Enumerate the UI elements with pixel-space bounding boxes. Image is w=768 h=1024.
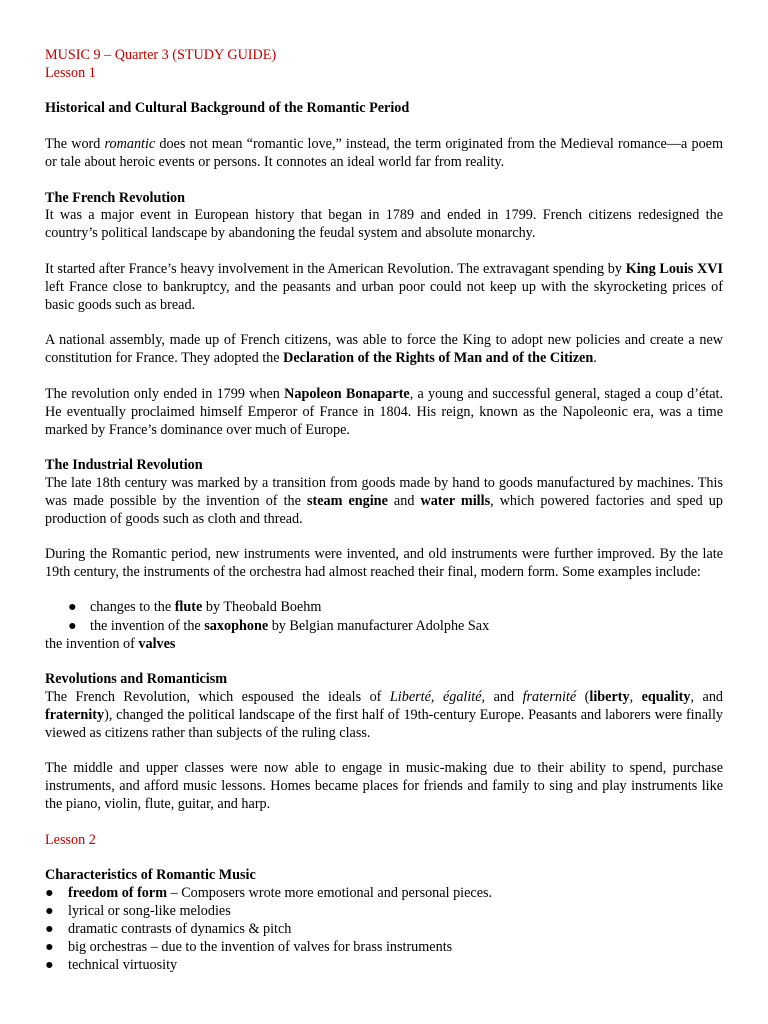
list-item-text: freedom of form – Composers wrote more emotional and personal pieces.: [68, 885, 493, 901]
list-item-text: technical virtuosity: [68, 957, 178, 973]
bullet-icon: ●: [45, 939, 54, 955]
revolutions-heading: Revolutions and Romanticism: [45, 671, 228, 687]
intro-paragraph: The word romantic does not mean “romantic love,” instead, the term originated from the Medieval romance—a poem or tale about heroic events or persons. It connotes an ideal world far from reality.: [45, 136, 723, 170]
industrial-paragraph-1: The late 18th century was marked by a transition from goods made by hand to goods manufactured by machines. This was made possible by the invention of the steam engine and water mills, which powered factories and sped up production of goods such as cloth and thread.: [45, 475, 723, 527]
lesson-2-label: Lesson 2: [45, 832, 96, 848]
bullet-icon: ●: [45, 903, 54, 919]
characteristics-heading: Characteristics of Romantic Music: [45, 867, 256, 883]
document-title: MUSIC 9 – Quarter 3 (STUDY GUIDE): [45, 47, 277, 63]
bullet-icon: ●: [45, 885, 54, 901]
lesson-1-label: Lesson 1: [45, 65, 96, 81]
industrial-paragraph-2: During the Romantic period, new instruments were invented, and old instruments were further improved. By the late 19th century, the instruments of the orchestra had almost reached their final, modern form. Some examples include:: [45, 546, 723, 580]
main-heading: [45, 100, 723, 118]
main-heading-text: Historical and Cultural Background of the Romantic Period: [45, 100, 410, 116]
revolutions-paragraph-1: The French Revolution, which espoused the ideals of Liberté, égalité, and fraternité (liberty, equality, and fraternity), changed the political landscape of the first half of 19th-century Europe. Peasants and laborers were finally viewed as citizens rather than subjects of the ruling class.: [45, 689, 724, 741]
french-paragraph-2: It started after France’s heavy involvement in the American Revolution. The extravagant spending by King Louis XVI left France close to bankruptcy, and the peasants and urban poor could not keep up with the skyrocketing prices of basic goods such as bread.: [45, 261, 723, 313]
french-paragraph-4: The revolution only ended in 1799 when Napoleon Bonaparte, a young and successful general, staged a coup d’état. He eventually proclaimed himself Emperor of France in 1804. His reign, known as the Napoleonic era, was a time marked by France’s dominance over much of Europe.: [45, 386, 723, 438]
valves-line: the invention of valves: [45, 636, 176, 652]
bullet-icon: ●: [45, 957, 54, 973]
french-paragraph-1: It was a major event in European history that began in 1789 and ended in 1799. French citizens redesigned the country’s political landscape by abandoning the feudal system and absolute monarchy.: [45, 207, 723, 241]
list-item-text: changes to the flute by Theobald Boehm: [90, 599, 322, 615]
industrial-revolution-heading: The Industrial Revolution: [45, 457, 203, 473]
french-revolution-heading: The French Revolution: [45, 190, 186, 206]
revolutions-paragraph-2: The middle and upper classes were now able to engage in music-making due to their ability to spend, purchase instruments, and afford music lessons. Homes became places for friends and family to sing and play instruments like the piano, violin, flute, guitar, and harp.: [45, 760, 723, 812]
list-item-text: dramatic contrasts of dynamics & pitch: [68, 921, 292, 937]
french-paragraph-3: A national assembly, made up of French citizens, was able to force the King to adopt new policies and create a new constitution for France. They adopted the Declaration of the Rights of Man and of the Citizen.: [45, 332, 723, 366]
list-item-text: the invention of the saxophone by Belgian manufacturer Adolphe Sax: [90, 618, 490, 634]
bullet-icon: ●: [45, 921, 54, 937]
list-item-text: big orchestras – due to the invention of valves for brass instruments: [68, 939, 453, 955]
list-item-text: lyrical or song-like melodies: [68, 903, 231, 919]
bullet-icon: ●: [68, 618, 77, 634]
bullet-icon: ●: [68, 599, 77, 615]
